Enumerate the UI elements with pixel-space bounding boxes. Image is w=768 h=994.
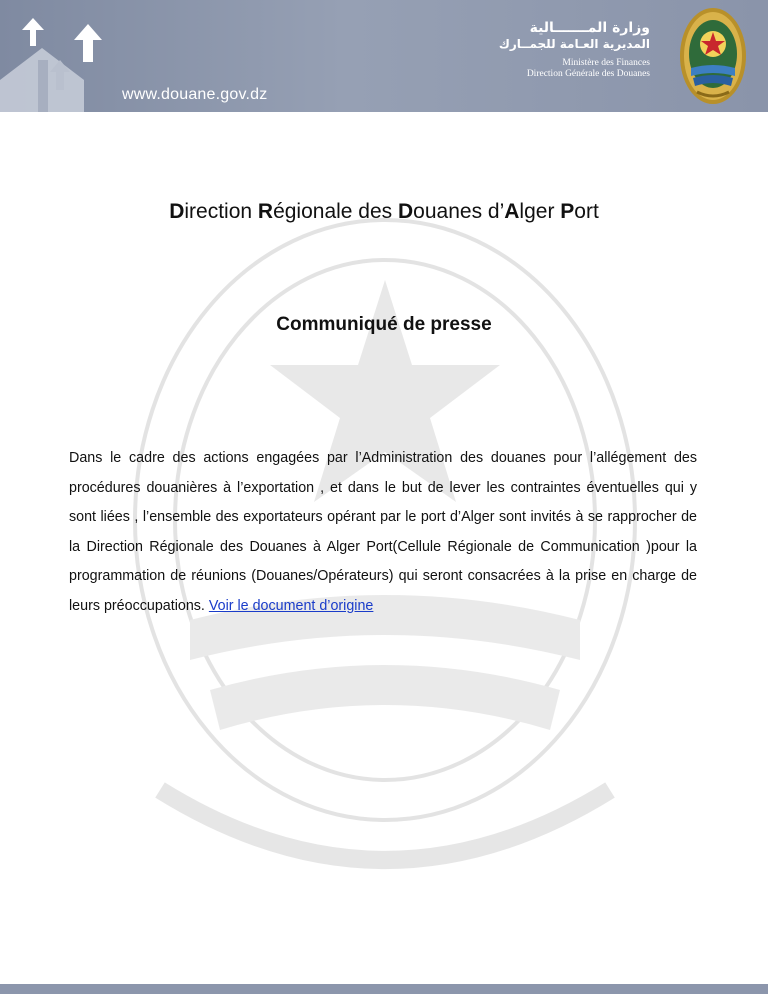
body-paragraph: Dans le cadre des actions engagées par l’Administration des douanes pour l’allégement des procédures douanières à l’exportation , et dans le but de lever les contraintes éventuelles qui y sont liées , l’ensemble des exportateurs opérant par le port d’Alger sont invités à se rapprocher de la Direction Régionale des Douanes à Alger Port(Cellule Régionale de Communication )pour la programmation de réunions (Douanes/Opérateurs) qui seront consacrées à la prise en charge de leurs préoccupations. xyxy=(69,450,697,614)
up-arrows-icon xyxy=(0,0,120,112)
press-release-heading: Communiqué de presse xyxy=(276,314,492,335)
ministry-french-line1: Ministère des Finances xyxy=(562,58,650,68)
header-banner xyxy=(0,0,768,112)
footer-bar xyxy=(0,984,768,994)
site-url: www.douane.gov.dz xyxy=(122,86,268,103)
original-document-link[interactable]: Voir le document d’origine xyxy=(208,597,374,614)
customs-emblem-icon xyxy=(677,4,749,108)
ministry-arabic-line1: وزارة المـــــــالية xyxy=(529,20,650,36)
document-title: Direction Régionale des Douanes d’Alger Port xyxy=(169,200,599,223)
ministry-name xyxy=(420,20,650,80)
ministry-arabic-line2: المديرية العـامة للجمــارك xyxy=(498,37,650,51)
press-release-body xyxy=(69,444,697,621)
ministry-french-line2: Direction Générale des Douanes xyxy=(526,69,650,79)
